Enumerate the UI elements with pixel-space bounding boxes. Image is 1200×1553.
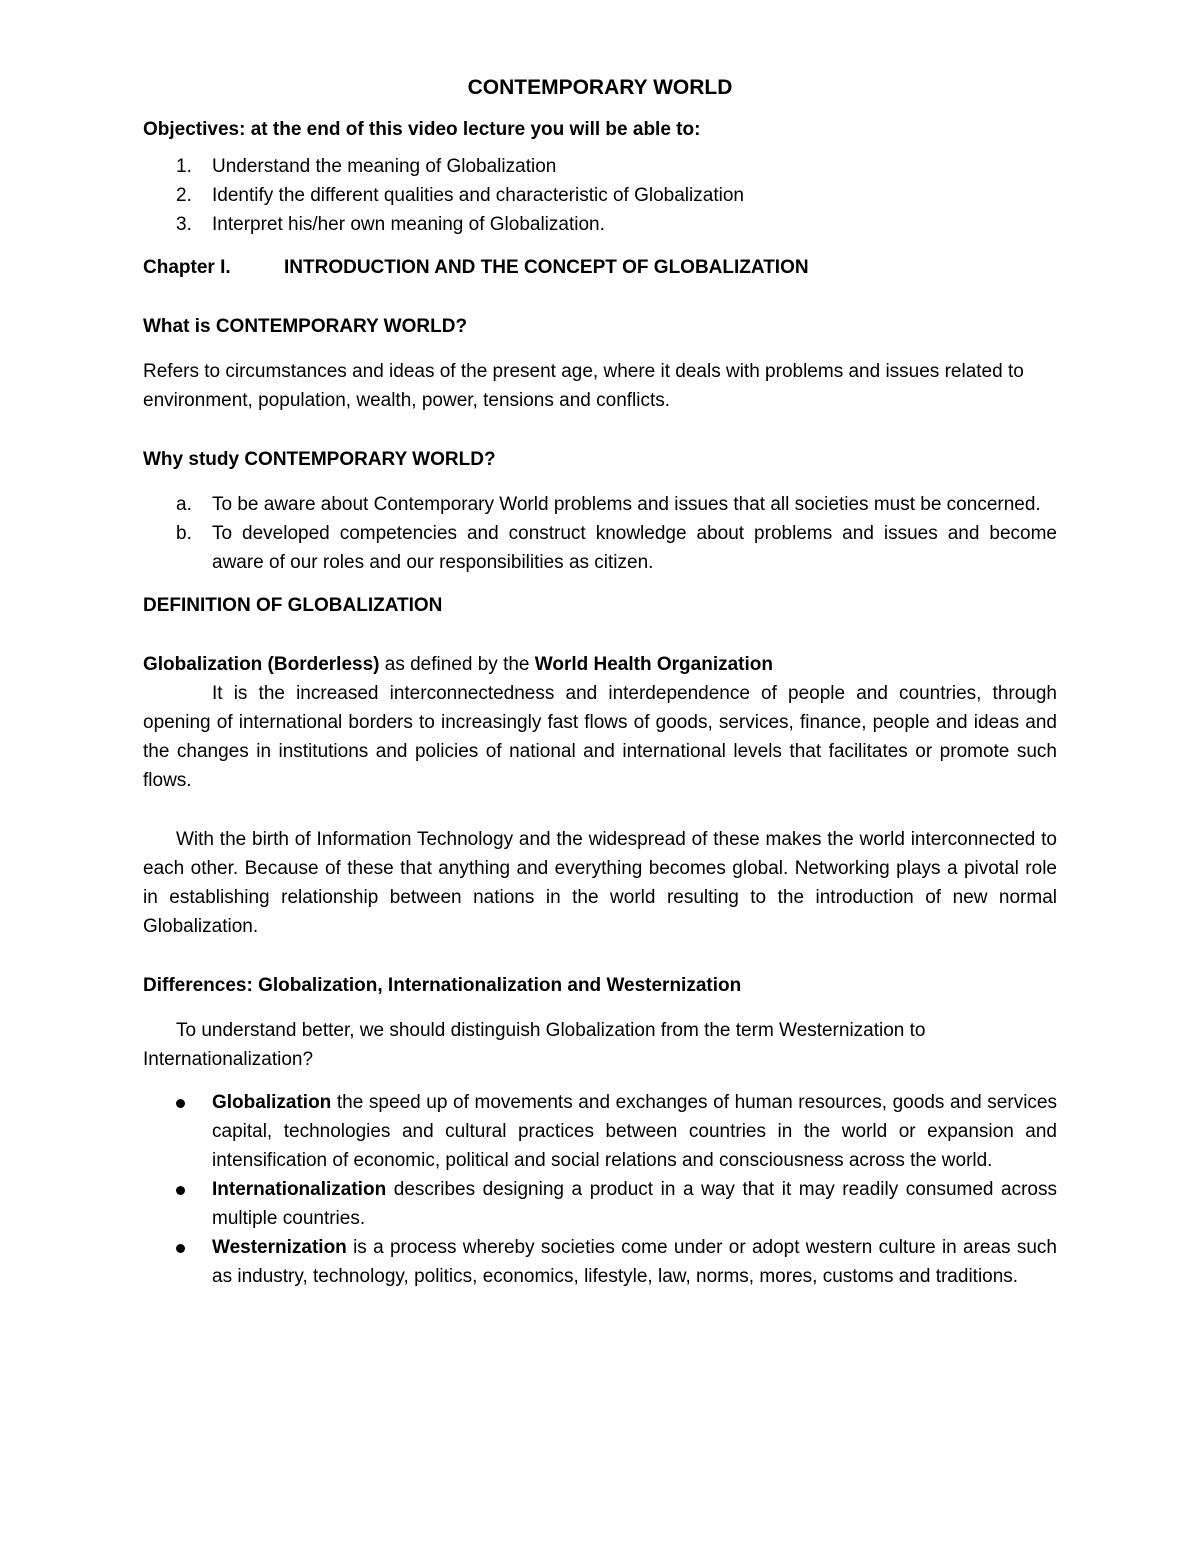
chapter-label: Chapter I. [143,257,231,278]
differences-item [143,1233,1057,1291]
objectives-list [143,152,1057,239]
bullet-icon [176,1244,185,1253]
definition-term: Globalization (Borderless) [143,654,380,675]
differences-text: is a process whereby societies come under or adopt western culture in areas such as industry, technology, politics, economics, lifestyle, law, norms, mores, customs and traditions. [212,1237,1057,1287]
objective-text: Identify the different qualities and characteristic of Globalization [212,185,744,206]
differences-term: Westernization [212,1237,347,1258]
definition-subheading [143,650,1057,679]
why-study-text: To developed competencies and construct knowledge about problems and issues and become aware of our roles and our responsibilities as citizen. [212,523,1057,573]
document-title: CONTEMPORARY WORLD [467,76,733,99]
document-page [143,73,1057,1305]
definition-source: World Health Organization [534,654,773,675]
differences-heading: Differences: Globalization, Internationalization and Westernization [143,975,742,996]
differences-list [143,1088,1057,1291]
objective-item [143,181,1057,210]
differences-text: describes designing a product in a way that it may readily consumed across multiple countries. [212,1179,1057,1229]
why-study-text: To be aware about Contemporary World problems and issues that all societies must be concerned. [212,494,1041,515]
objective-text: Interpret his/her own meaning of Globalization. [212,214,605,235]
definition-paragraph-1: It is the increased interconnectedness and interdependence of people and countries, through opening of international borders to increasingly fast flows of goods, services, finance, people and ideas and the changes in institutions and policies of national and international levels that facilitates or promote such flows. [143,683,1057,791]
list-number: 2. [176,185,192,206]
why-study-list [143,490,1057,577]
bullet-icon [176,1099,185,1108]
why-study-item [143,519,1057,577]
differences-text: the speed up of movements and exchanges of human resources, goods and services capital, technologies and cultural practices between countries in the world or expansion and intensification of economic, political and social relations and consciousness across the world. [212,1092,1057,1171]
objective-item [143,152,1057,181]
definition-paragraph-2: With the birth of Information Technology and the widespread of these makes the world interconnected to each other. Because of these that anything and everything becomes global. Networking plays a pivotal role in establishing relationship between nations in the world resulting to the introduction of new normal Globalization. [143,829,1057,937]
differences-item [143,1175,1057,1233]
list-letter: b. [176,523,192,544]
differences-term: Internationalization [212,1179,387,1200]
objectives-heading: Objectives: at the end of this video lecture you will be able to: [143,119,701,140]
definition-heading: DEFINITION OF GLOBALIZATION [143,595,443,616]
why-study-item [143,490,1057,519]
differences-intro: To understand better, we should distinguish Globalization from the term Westernization to Internationalization? [143,1020,926,1070]
differences-item [143,1088,1057,1175]
list-number: 1. [176,156,192,177]
list-number: 3. [176,214,192,235]
chapter-heading [143,253,1057,282]
objective-item [143,210,1057,239]
definition-connector: as defined by the [379,654,535,675]
objective-text: Understand the meaning of Globalization [212,156,557,177]
differences-term: Globalization [212,1092,332,1113]
what-is-heading: What is CONTEMPORARY WORLD? [143,316,468,337]
bullet-icon [176,1186,185,1195]
why-study-heading: Why study CONTEMPORARY WORLD? [143,449,496,470]
list-letter: a. [176,494,192,515]
what-is-body: Refers to circumstances and ideas of the present age, where it deals with problems and issues related to environment, population, wealth, power, tensions and conflicts. [143,361,1024,411]
chapter-title: INTRODUCTION AND THE CONCEPT OF GLOBALIZATION [284,257,809,278]
